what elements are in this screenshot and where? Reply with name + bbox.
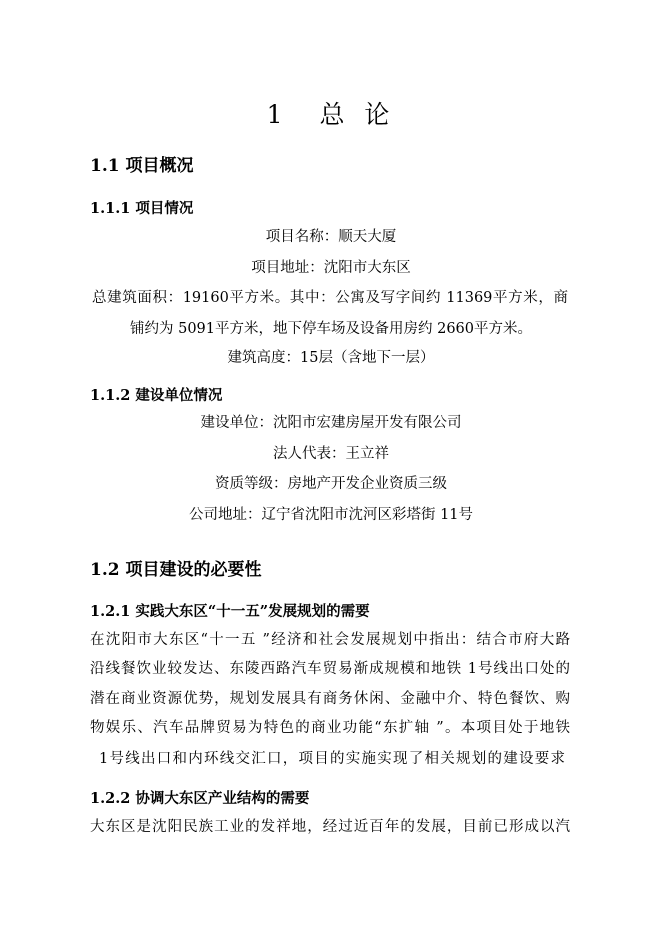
paragraph-line: 在沈阳市大东区“十一五 ”经济和社会发展规划中指出：结合市府大路 [90,632,570,648]
section-heading-1-2: 1.2 项目建设的必要性 [90,560,262,580]
subsection-heading-1-2-1: 1.2.1 实践大东区“十一五”发展规划的需要 [90,603,370,620]
subsection-heading-1-2-2: 1.2.2 协调大东区产业结构的需要 [90,790,310,807]
chapter-title: 1 总 论 [266,100,396,129]
project-name: 项目名称：顺天大厦 [265,229,397,245]
building-height: 建筑高度：15层（含地下一层） [227,350,435,366]
paragraph-line: 潜在商业资源优势，规划发展具有商务休闲、金融中介、特色餐饮、购 [90,691,570,707]
project-address: 项目地址：沈阳市大东区 [251,260,411,276]
legal-representative: 法人代表：王立祥 [273,446,389,462]
subsection-heading-1-1-2: 1.1.2 建设单位情况 [90,387,223,404]
paragraph-line: 大东区是沈阳民族工业的发祥地，经过近百年的发展，目前已形成以汽 [90,819,570,835]
paragraph-line: 1号线出口和内环线交汇口，项目的实施实现了相关规划的建设要求 [99,751,565,767]
company-address: 公司地址：辽宁省沈阳市沈河区彩塔街 11号 [188,507,474,523]
construction-unit: 建设单位：沈阳市宏建房屋开发有限公司 [200,415,462,431]
subsection-heading-1-1-1: 1.1.1 项目情况 [90,200,194,217]
building-area-line-1: 总建筑面积：19160平方米。其中：公寓及写字间约 11369平方米，商 [92,290,568,306]
section-heading-1-1: 1.1 项目概况 [90,156,194,176]
qualification-level: 资质等级：房地产开发企业资质三级 [215,476,447,492]
paragraph-line: 物娱乐、汽车品牌贸易为特色的商业功能“东扩轴 ”。本项目处于地铁 [90,720,570,736]
paragraph-line: 沿线餐饮业较发达、东陵西路汽车贸易渐成规模和地铁 1号线出口处的 [90,661,570,677]
building-area-line-2: 铺约为 5091平方米，地下停车场及设备用房约 2660平方米。 [129,321,533,337]
